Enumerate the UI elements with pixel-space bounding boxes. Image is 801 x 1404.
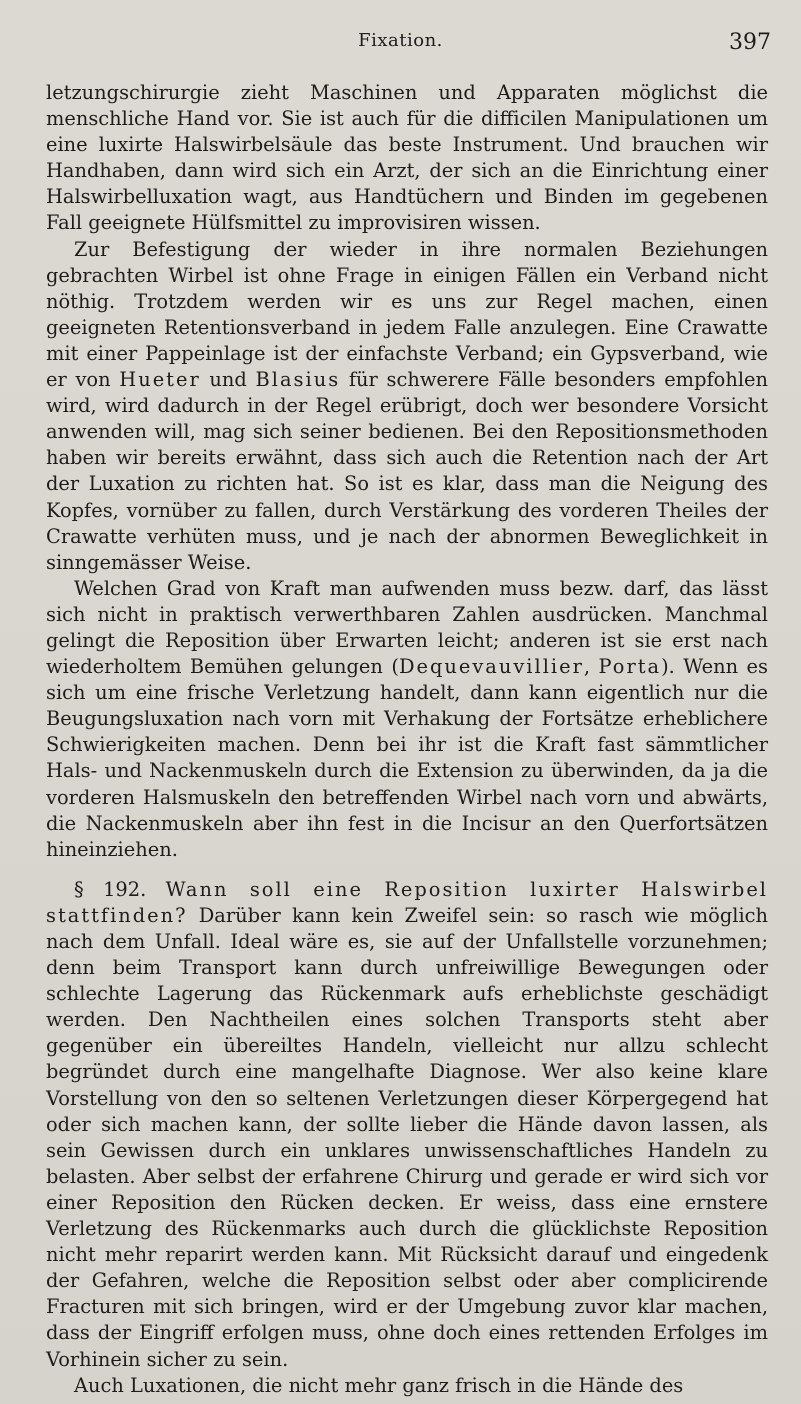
text-run: ). Wenn es sich um eine frische Verletzung handelt, dann kann eigentlich nur die Beugungsluxation nach vorn mit Verhakung der Fortsätze erheblichere Schwierigkeiten machen. Denn bei ihr ist die Kraft fast sämmtlicher Hals- und Nackenmuskeln durch die Extension zu überwinden, da ja die vorderen Halsmuskeln den betreffenden Wirbel nach vorn und abwärts, die Nackenmuskeln aber ihn fest in die Incisur an den Querfortsätzen hineinziehen. (46, 655, 768, 861)
text-run: Auch Luxationen, die nicht mehr ganz frisch in die Hände des (74, 1373, 684, 1397)
running-title: Fixation. (358, 30, 443, 51)
page-header (30, 30, 771, 58)
section-heading: Wann soll eine Reposition luxirter Halswirbel stattfinden? (46, 877, 768, 927)
body-text (46, 80, 768, 1399)
paragraph-3 (46, 576, 768, 863)
text-run: , (583, 655, 599, 679)
text-run: für schwerere Fälle besonders empfohlen wird, wird dadurch in der Regel erübrigt, doch wer besondere Vorsicht anwenden will, mag sich seiner bedienen. Bei den Repositionsmethoden haben wir bereits erwähnt, dass sich auch die Retention nach der Art der Luxation zu richten hat. So ist es klar, dass man die Neigung des Kopfes, vornüber zu fallen, durch Verstärkung des vorderen Theiles der Crawatte verhüten muss, und je nach der abnormen Beweglichkeit in sinngemässer Weise. (46, 368, 768, 574)
paragraph-1 (46, 80, 768, 237)
text-run: Zur Befestigung der wieder in ihre normalen Beziehungen gebrachten Wirbel ist ohne Frage in einigen Fällen ein Verband nicht nöthig. Trotzdem werden wir es uns zur Regel machen, einen geeigneten Retentionsverband in jedem Falle anzulegen. Eine Crawatte mit einer Pappeinlage ist der einfachste Verband; ein Gypsverband, wie er von (46, 237, 768, 392)
paragraph-section-192 (46, 877, 768, 1373)
text-run: Welchen Grad von Kraft man aufwenden muss bezw. darf, das lässt sich nicht in praktisch verwerthbaren Zahlen ausdrücken. Manchmal gelingt die Reposition über Erwarten leicht; anderen ist sie erst nach wiederholtem Bemühen gelungen ( (46, 576, 768, 679)
section-number: § 192. (74, 877, 166, 901)
text-run: Darüber kann kein Zweifel sein: so rasch wie möglich nach dem Unfall. Ideal wäre es, sie auf der Unfallstelle vorzunehmen; denn beim Transport kann durch unfreiwillige Bewegungen oder schlechte Lagerung das Rückenmark aufs erheblichste geschädigt werden. Den Nachtheilen eines solchen Transports steht aber gegenüber ein übereiltes Handeln, vielleicht nur allzu schlecht begründet durch eine mangelhafte Diagnose. Wer also keine klare Vorstellung von den so seltenen Verletzungen dieser Körpergegend hat oder sich machen kann, der sollte lieber die Hände davon lassen, als sein Gewissen durch ein unklares unwissenschaftliches Handeln zu belasten. Aber selbst der erfahrene Chirurg und gerade er wird sich vor einer Reposition den Rücken decken. Er weiss, dass eine ernstere Verletzung des Rückenmarks auch durch die glücklichste Reposition nicht mehr reparirt werden kann. Mit Rücksicht darauf und eingedenk der Gefahren, welche die Reposition selbst oder aber complicirende Fracturen mit sich bringen, wird er der Umgebung zuvor klar machen, dass der Eingriff erfolgen muss, ohne doch eines rettenden Erfolges im Vorhinein sicher zu sein. (46, 903, 768, 1371)
paragraph-2 (46, 237, 768, 576)
text-run: letzungschirurgie zieht Maschinen und Apparaten möglichst die menschliche Hand vor. Sie ist auch für die difficilen Manipulationen um eine luxirte Halswirbelsäule das beste Instrument. Und brauchen wir Handhaben, dann wird sich ein Arzt, der sich an die Einrichtung einer Halswirbelluxation wagt, aus Handtüchern und Binden im gegebenen Fall geeignete Hülfsmittel zu improvisiren wissen. (46, 81, 768, 235)
page-number: 397 (729, 30, 771, 55)
text-run: und (200, 368, 256, 392)
author-name-porta: Porta (598, 655, 662, 679)
author-name-blasius: Blasius (255, 368, 341, 392)
author-name-dequevauvillier: Dequevauvillier (398, 655, 584, 679)
author-name-hueter: Hueter (119, 368, 201, 392)
paragraph-5 (46, 1373, 768, 1399)
